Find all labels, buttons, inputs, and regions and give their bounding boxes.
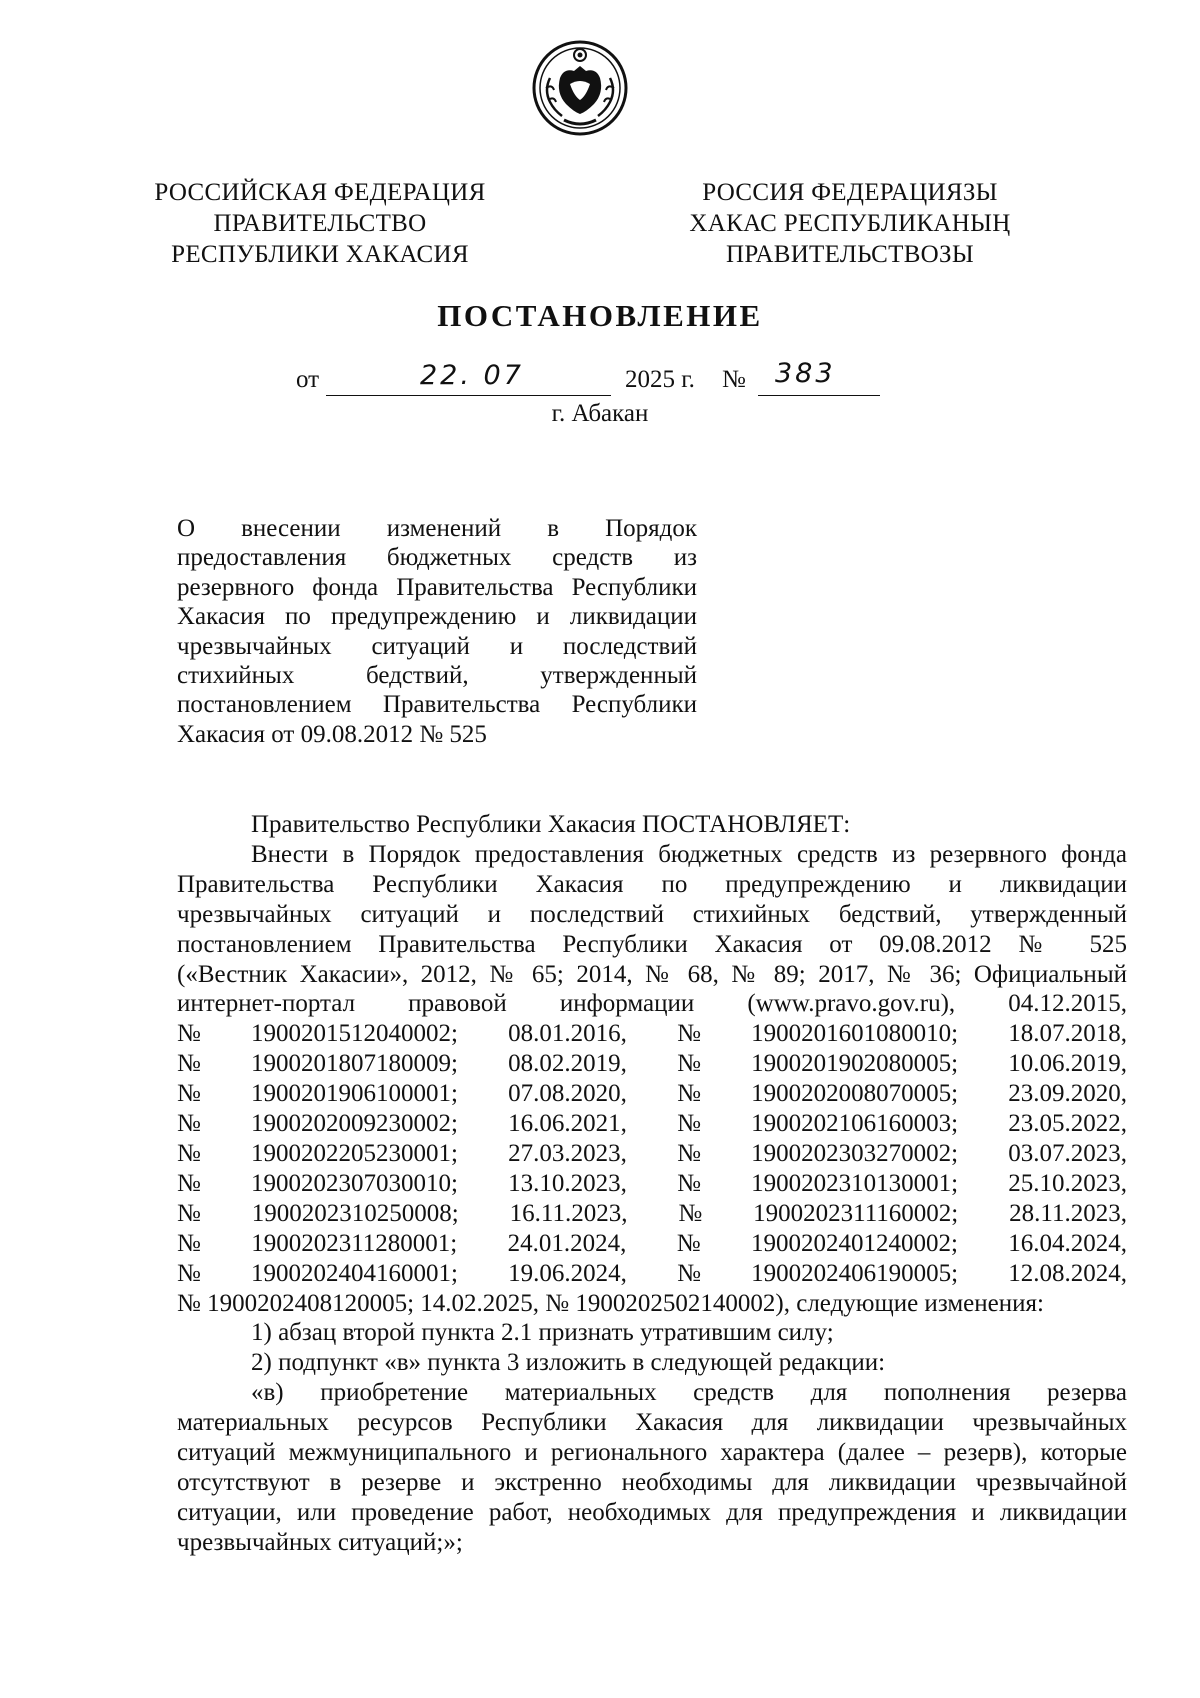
quote-line: «в) приобретение материальных средств для пополнения резерва (251, 1379, 1127, 1407)
registry-cell: 1900202106160003; (751, 1110, 959, 1138)
intro-line: («Вестник Хакасии», 2012, № 65; 2014, № 68, № 89; 2017, № 36; Официальный (177, 960, 1127, 988)
document-title: ПОСТАНОВЛЕНИЕ (437, 298, 763, 333)
registry-cell: № (177, 1139, 201, 1167)
registry-row (177, 1019, 1127, 1049)
quote-line: ситуаций межмуниципального и регионального характера (далее – резерв), которые (177, 1439, 1127, 1467)
registry-cell: 23.05.2022, (1008, 1110, 1127, 1138)
date-underline (326, 395, 611, 396)
registry-cell: 16.04.2024, (1008, 1229, 1127, 1257)
registry-row (177, 1109, 1127, 1139)
header-left-line: РОССИЙСКАЯ ФЕДЕРАЦИЯ (154, 179, 486, 206)
registry-cell: № (677, 1110, 701, 1138)
coat-of-arms-emblem (530, 38, 630, 138)
registry-cell: 19.06.2024, (508, 1259, 627, 1287)
registry-cell: 18.07.2018, (1008, 1020, 1127, 1048)
header-right-line: ПРАВИТЕЛЬСТВОЗЫ (726, 241, 974, 268)
registry-cell: 1900202401240002; (750, 1229, 958, 1257)
registry-cell: 28.11.2023, (1009, 1199, 1127, 1227)
registry-cell: 1900201512040002; (251, 1020, 458, 1048)
registry-cell: № (677, 1050, 701, 1078)
handwritten-number: 383 (775, 358, 836, 389)
registry-cell: 23.09.2020, (1008, 1080, 1127, 1108)
registry-cell: № (677, 1259, 701, 1287)
registry-row (177, 1049, 1127, 1079)
registry-cell: 1900202310250008; (251, 1199, 459, 1227)
registry-cell: 1900202205230001; (251, 1139, 458, 1167)
registry-row (177, 1079, 1127, 1109)
header-left-line: РЕСПУБЛИКИ ХАКАСИЯ (171, 241, 469, 268)
registry-cell: 16.11.2023, (509, 1199, 628, 1227)
intro-line: постановлением Правительства Республики Хакасия от 09.08.2012 № 525 (177, 930, 1127, 958)
quote-line: материальных ресурсов Республики Хакасия для ликвидации чрезвычайных (177, 1409, 1127, 1437)
registry-cell: № (177, 1080, 201, 1108)
registry-cell: 16.06.2021, (508, 1110, 627, 1138)
registry-cell: 1900202311280001; (251, 1229, 458, 1257)
quote-line: чрезвычайных ситуаций;»; (177, 1528, 463, 1556)
registry-row (177, 1139, 1127, 1169)
registry-cell: 1900202008070005; (751, 1080, 959, 1108)
registry-cell: 12.08.2024, (1008, 1259, 1127, 1287)
registry-cell: 1900201601080010; (751, 1020, 959, 1048)
registry-cell: № (678, 1199, 703, 1227)
amendment-item-1: 1) абзац второй пункта 2.1 признать утратившим силу; (251, 1319, 834, 1347)
header-left-line: ПРАВИТЕЛЬСТВО (213, 210, 427, 237)
subject-line: Хакасия от 09.08.2012 № 525 (177, 720, 487, 748)
registry-cell: № (677, 1020, 701, 1048)
registry-cell: № (677, 1169, 701, 1197)
handwritten-date: 22. 07 (420, 360, 524, 391)
registry-cell: 1900201807180009; (251, 1050, 458, 1078)
registry-cell: № (677, 1139, 701, 1167)
subject-line: О внесении изменений в Порядок (177, 515, 697, 542)
registry-cell: № (177, 1020, 201, 1048)
subject-line: предоставления бюджетных средств из (177, 544, 697, 572)
subject-line: Хакасия по предупреждению и ликвидации (177, 603, 697, 631)
number-underline (758, 395, 880, 396)
intro-line: Правительства Республики Хакасия по предупреждению и ликвидации (177, 870, 1127, 898)
header-right-block (660, 177, 1040, 270)
city-name: г. Абакан (551, 400, 649, 427)
registry-cell: № (177, 1229, 201, 1257)
registry-cell: № (677, 1080, 701, 1108)
date-prefix: от (296, 366, 320, 393)
registry-cell: № (177, 1199, 201, 1227)
registry-cell: 1900202303270002; (751, 1139, 959, 1167)
quote-line: ситуации, или проведение работ, необходимых для предупреждения и ликвидации (177, 1498, 1127, 1526)
header-right-line: ХАКАС РЕСПУБЛИКАНЫҢ (689, 210, 1011, 237)
registry-cell: 1900202307030010; (251, 1169, 458, 1197)
amendment-item-2: 2) подпункт «в» пункта 3 изложить в следующей редакции: (251, 1349, 886, 1377)
subject-line: резервного фонда Правительства Республики (177, 573, 697, 601)
registry-row (177, 1169, 1127, 1199)
subject-line: чрезвычайных ситуаций и последствий (177, 632, 697, 660)
number-sign: № (722, 366, 746, 393)
intro-end-line: № 1900202408120005; 14.02.2025, № 1900202502140002), следующие изменения: (177, 1289, 1044, 1317)
registry-cell: 27.03.2023, (508, 1139, 627, 1167)
registry-cell: 1900201906100001; (251, 1080, 458, 1108)
registry-row (177, 1229, 1127, 1259)
decree-statement: Правительство Республики Хакасия ПОСТАНОВЛЯЕТ: (251, 811, 851, 838)
registry-cell: 1900202310130001; (751, 1169, 959, 1197)
registry-cell: 03.07.2023, (1008, 1139, 1127, 1167)
registry-cell: № (177, 1259, 201, 1287)
registry-cell: № (177, 1050, 201, 1078)
intro-line: интернет-портал правовой информации (www.pravo.gov.ru), 04.12.2015, (177, 990, 1127, 1018)
intro-line: чрезвычайных ситуаций и последствий стихийных бедствий, утвержденный (177, 900, 1127, 928)
quote-line: отсутствуют в резерве и экстренно необходимы для ликвидации чрезвычайной (177, 1468, 1127, 1496)
registry-cell: 07.08.2020, (508, 1080, 627, 1108)
registry-cell: 1900202406190005; (751, 1259, 959, 1287)
registry-cell: 13.10.2023, (508, 1169, 627, 1197)
registry-cell: 24.01.2024, (507, 1229, 627, 1257)
subject-line: постановлением Правительства Республики (177, 691, 697, 719)
registry-list (177, 1019, 1127, 1288)
document-subject (177, 514, 697, 749)
document-body (177, 810, 1127, 1558)
date-year: 2025 г. (625, 366, 695, 393)
registry-cell: 1900202009230002; (251, 1110, 458, 1138)
header-right-line: РОССИЯ ФЕДЕРАЦИЯЗЫ (702, 179, 998, 206)
intro-line: Внести в Порядок предоставления бюджетных средств из резервного фонда (251, 840, 1127, 868)
registry-cell: 08.02.2019, (508, 1050, 627, 1078)
registry-cell: 1900202404160001; (251, 1259, 458, 1287)
registry-cell: 10.06.2019, (1008, 1050, 1127, 1078)
subject-line: стихийных бедствий, утвержденный (177, 662, 697, 690)
registry-row (177, 1199, 1127, 1229)
header-left-block (130, 177, 510, 270)
registry-cell: 1900201902080005; (751, 1050, 959, 1078)
registry-cell: № (177, 1169, 201, 1197)
date-number-line (0, 358, 1200, 402)
registry-row (177, 1259, 1127, 1289)
registry-cell: 1900202311160002; (753, 1199, 959, 1227)
registry-cell: № (177, 1110, 201, 1138)
registry-cell: 08.01.2016, (508, 1020, 627, 1048)
registry-cell: № (676, 1229, 701, 1257)
registry-cell: 25.10.2023, (1008, 1169, 1127, 1197)
